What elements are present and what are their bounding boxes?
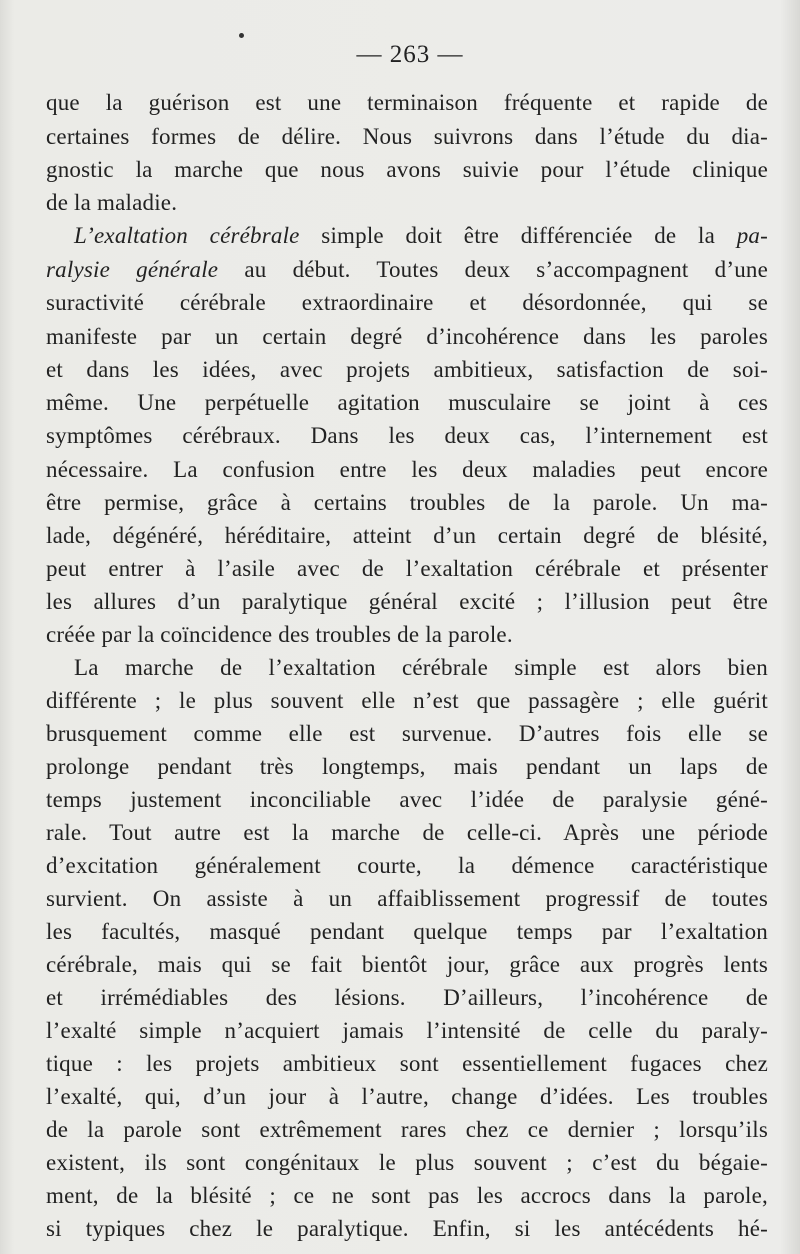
text-span: simple doit être différenciée de la [321,223,716,248]
text-line: gnostic la marche que nous avons suivie pour l’étude clinique [46,157,768,182]
text-line: survient. On assiste à un affaiblissement progressif de toutes [46,886,768,911]
text-line [74,219,768,253]
text-line: l’exalté simple n’acquiert jamais l’intensité de celle du paraly- [46,1018,768,1043]
text-line: si typiques chez le paralytique. Enfin, si les antécédents hé- [46,1216,768,1241]
text-line: brusquement comme elle est survenue. D’autres fois elle se [46,721,768,746]
text-line: même. Une perpétuelle agitation musculaire se joint à ces [46,390,768,415]
text-line: que la guérison est une terminaison fréquente et rapide de [46,90,768,115]
text-line: cérébrale, mais qui se fait bientôt jour, grâce aux progrès lents [46,952,768,977]
ink-speck [239,33,244,38]
text-line: ment, de la blésité ; ce ne sont pas les accrocs dans la parole, [46,1183,768,1208]
text-line: les allures d’un paralytique général excité ; l’illusion peut être [46,589,768,614]
text-line: suractivité cérébrale extraordinaire et désordonnée, qui se [46,290,768,315]
italic-term: ralysie générale [46,257,219,282]
text-line: La marche de l’exaltation cérébrale simple est alors bien [74,655,768,680]
text-line: d’excitation généralement courte, la démence caractéristique [46,853,768,878]
text-line: nécessaire. La confusion entre les deux maladies peut encore [46,457,768,482]
text-line: les facultés, masqué pendant quelque temps par l’exaltation [46,919,768,944]
text-line: l’exalté, qui, d’un jour à l’autre, change d’idées. Les troubles [46,1084,768,1109]
text-line: certaines formes de délire. Nous suivrons dans l’étude du dia- [46,124,768,149]
text-line: temps justement inconciliable avec l’idée de paralysie géné- [46,787,768,812]
text-line: de la maladie. [46,190,178,215]
text-span: au début. Toutes deux s’accompagnent d’une [244,257,769,282]
text-line: et dans les idées, avec projets ambitieux, satisfaction de soi- [46,357,768,382]
text-line: manifeste par un certain degré d’incohérence dans les paroles [46,324,768,349]
text-line: différente ; le plus souvent elle n’est que passagère ; elle guérit [46,688,768,713]
text-line: symptômes cérébraux. Dans les deux cas, l’internement est [46,423,768,448]
text-line: lade, dégénéré, héréditaire, atteint d’un certain degré de blésité, [46,523,768,548]
italic-term: pa- [736,223,768,248]
page-number: — 263 — [356,41,464,68]
text-line [46,253,768,287]
text-line: de la parole sont extrêmement rares chez ce dernier ; lorsqu’ils [46,1117,768,1142]
italic-term: L’exaltation cérébrale [74,223,300,248]
text-line: créée par la coïncidence des troubles de la parole. [46,622,513,647]
text-line: être permise, grâce à certains troubles de la parole. Un ma- [46,490,768,515]
text-line: et irrémédiables des lésions. D’ailleurs, l’incohérence de [46,985,768,1010]
text-line: prolonge pendant très longtemps, mais pendant un laps de [46,754,768,779]
text-line: rale. Tout autre est la marche de celle-ci. Après une période [46,820,768,845]
text-line: existent, ils sont congénitaux le plus souvent ; c’est du bégaie- [46,1150,768,1175]
text-line: peut entrer à l’asile avec de l’exaltation cérébrale et présenter [46,556,768,581]
text-line: tique : les projets ambitieux sont essentiellement fugaces chez [46,1051,768,1076]
